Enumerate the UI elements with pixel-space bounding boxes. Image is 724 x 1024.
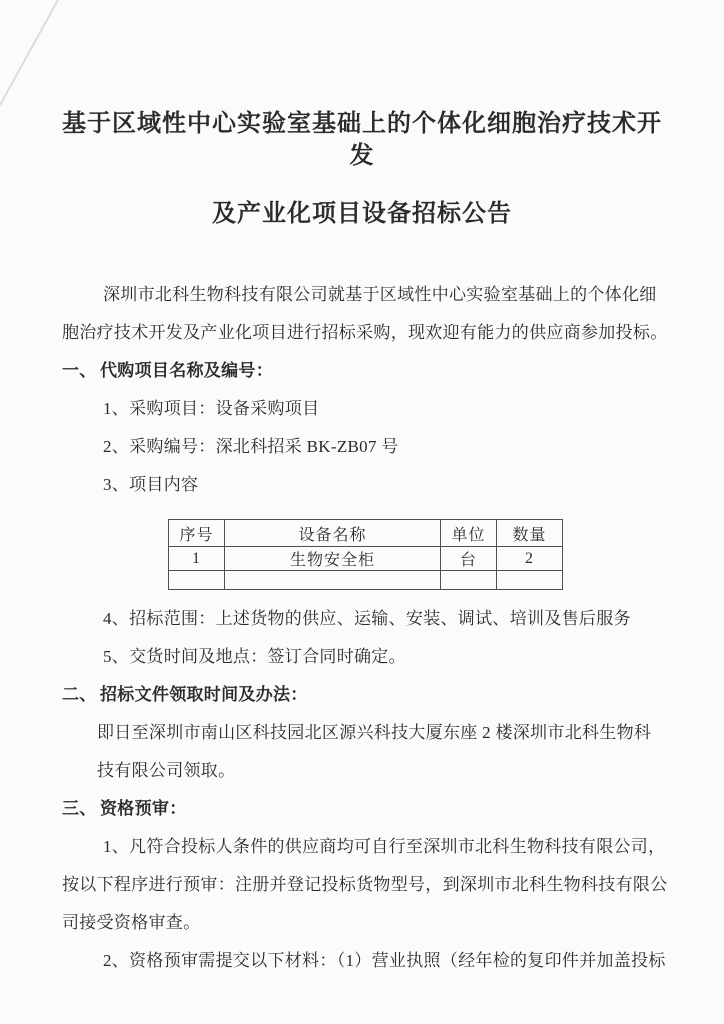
document-content [62,0,668,980]
table-header-name: 设备名称 [225,520,441,547]
table-cell-unit [441,571,497,590]
section-2-line: 技有限公司领取。 [97,761,236,780]
section-2-line: 即日至深圳市南山区科技园北区源兴科技大厦东座 2 楼深圳市北科生物科 [97,723,652,742]
section-2-title: 招标文件领取时间及办法： [100,685,308,704]
intro-paragraph [62,276,668,352]
table-cell-qty: 2 [497,547,563,571]
section-3-item-1-line: 1、凡符合投标人条件的供应商均可自行至深圳市北科生物科技有限公司， [103,837,666,856]
intro-line: 胞治疗技术开发及产业化项目进行招标采购，现欢迎有能力的供应商参加投标。 [62,323,668,342]
section-2-body [62,714,662,790]
table-cell-name [225,571,441,590]
table-cell-name: 生物安全柜 [225,547,441,571]
section-3-title: 资格预审： [100,799,187,818]
section-2-heading [62,676,662,714]
section-1-item-1: 1、采购项目：设备采购项目 [103,399,320,418]
section-1-heading [62,352,662,390]
equipment-table [168,519,563,590]
table-row-empty [169,571,563,590]
section-3-item-1-line: 司接受资格审查。 [62,913,201,932]
table-header-row [169,520,563,547]
section-1-item-4: 4、招标范围：上述货物的供应、运输、安装、调试、培训及售后服务 [103,609,631,628]
section-3-item-2-line: 2、资格预审需提交以下材料：（1）营业执照（经年检的复印件并加盖投标 [103,951,666,970]
table-cell-seq: 1 [169,547,225,571]
section-3-heading [62,790,662,828]
document-title-line2: 及产业化项目设备招标公告 [212,201,512,227]
section-3-number: 三、 [62,799,97,818]
section-1-item-3: 3、项目内容 [103,475,199,494]
section-1-number: 一、 [62,361,97,380]
table-header-seq: 序号 [169,520,225,547]
table-cell-qty [497,571,563,590]
table-row [169,547,563,571]
equipment-table-wrapper [168,519,662,590]
section-3-item-1-line: 按以下程序进行预审：注册并登记投标货物型号，到深圳市北科生物科技有限公 [62,875,668,894]
table-header-qty: 数量 [497,520,563,547]
document-title-line1: 基于区域性中心实验室基础上的个体化细胞治疗技术开发 [62,111,662,169]
table-cell-seq [169,571,225,590]
section-1-item-5: 5、交货时间及地点：签订合同时确定。 [103,647,406,666]
table-header-unit: 单位 [441,520,497,547]
section-2-number: 二、 [62,685,97,704]
section-1-title: 代购项目名称及编号： [100,361,273,380]
table-cell-unit: 台 [441,547,497,571]
intro-line: 深圳市北科生物科技有限公司就基于区域性中心实验室基础上的个体化细 [103,285,657,304]
section-1-item-2: 2、采购编号：深北科招采 BK-ZB07 号 [103,437,399,456]
